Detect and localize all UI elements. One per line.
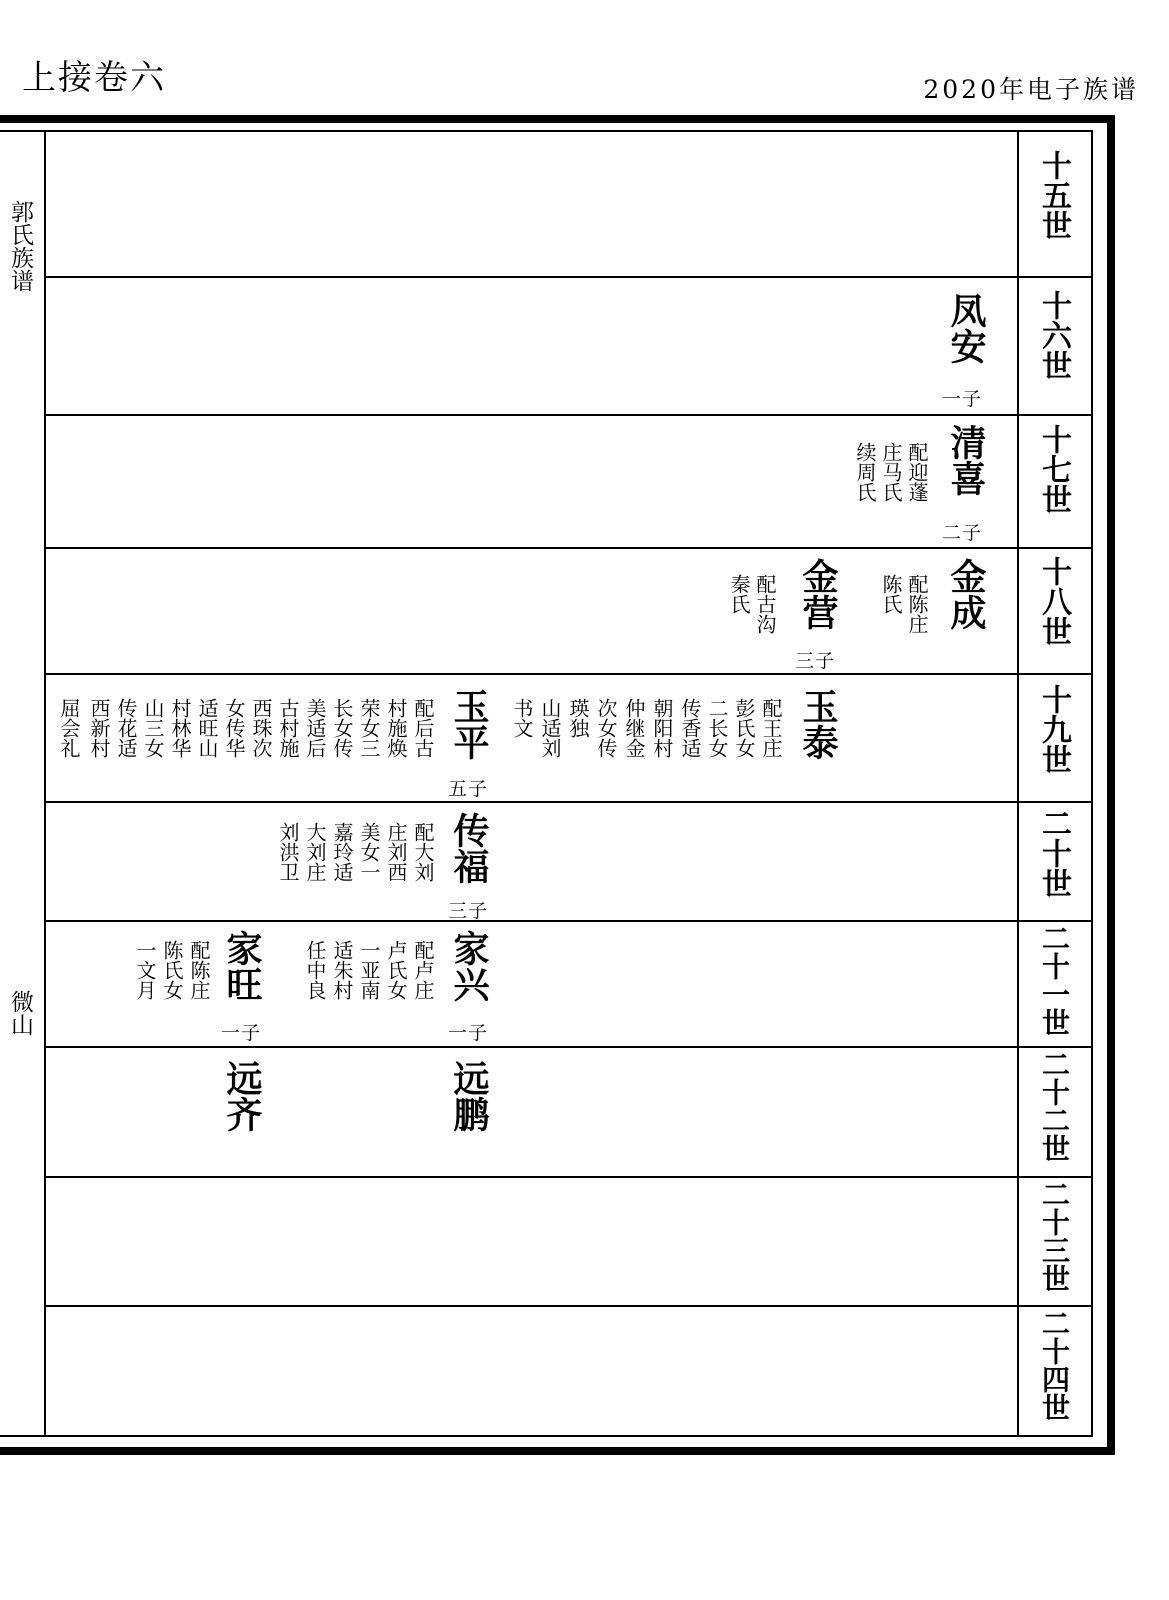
spouse-note: 配卢庄 [411, 940, 435, 1000]
person-name: 清喜 [945, 424, 987, 496]
spouse-note: 美适后 [303, 698, 327, 758]
spouse-note: 美女一 [357, 822, 381, 882]
generation-column-divider [1017, 132, 1019, 1435]
row-divider [44, 920, 1093, 922]
person-name: 家兴 [448, 930, 490, 1002]
generation-label: 十五世 [1036, 150, 1071, 240]
row-divider [44, 414, 1093, 416]
side-book-title: 郭氏族谱 [7, 200, 33, 292]
row-divider [44, 801, 1093, 803]
spouse-note: 长女传 [330, 698, 354, 758]
person-name: 金营 [797, 558, 839, 630]
row-divider [44, 276, 1093, 278]
spouse-note: 一亚南 [357, 940, 381, 1000]
spouse-note: 二长女 [705, 698, 729, 758]
spouse-note: 配大刘 [411, 822, 435, 882]
spouse-note: 山三女 [141, 698, 165, 758]
generation-label: 二十三世 [1038, 1180, 1071, 1292]
spouse-note: 村林华 [168, 698, 192, 758]
spouse-note: 配陈庄 [187, 940, 211, 1000]
spouse-note: 山适刘 [538, 698, 562, 758]
generation-label: 二十一世 [1038, 924, 1071, 1036]
spouse-note: 配迎蓬 [905, 442, 929, 502]
person-name: 玉泰 [797, 688, 839, 760]
spouse-note: 刘洪卫 [276, 822, 300, 882]
spouse-note: 朝阳村 [650, 698, 674, 758]
spouse-note: 任中良 [303, 940, 327, 1000]
generation-label: 十七世 [1036, 424, 1071, 514]
spouse-note: 陈氏女 [160, 940, 184, 1000]
person-name: 金成 [945, 558, 987, 630]
spouse-note: 仲继金 [622, 698, 646, 758]
son-count: 一子 [942, 388, 983, 410]
spouse-note: 适朱村 [330, 940, 354, 1000]
spouse-note: 配王庄 [759, 698, 783, 758]
left-column-divider [44, 132, 46, 1435]
son-count: 一子 [448, 1022, 489, 1044]
son-count: 二子 [942, 522, 983, 544]
generation-label: 十八世 [1036, 556, 1071, 646]
generation-label: 二十二世 [1038, 1050, 1071, 1162]
person-name: 远鹏 [448, 1060, 490, 1132]
spouse-note: 秦氏 [727, 574, 751, 614]
son-count: 五子 [448, 778, 489, 800]
spouse-note: 女传华 [222, 698, 246, 758]
spouse-note: 续周氏 [853, 442, 877, 502]
son-count: 三子 [448, 900, 489, 922]
spouse-note: 书文 [510, 698, 534, 738]
spouse-note: 次女传 [594, 698, 618, 758]
person-name: 家旺 [221, 930, 263, 1002]
generation-label: 二十四世 [1038, 1309, 1071, 1421]
spouse-note: 彭氏女 [732, 698, 756, 758]
spouse-note: 西珠次 [249, 698, 273, 758]
person-name: 远齐 [221, 1060, 263, 1132]
spouse-note: 传花适 [114, 698, 138, 758]
spouse-note: 配后古 [411, 698, 435, 758]
spouse-note: 村施焕 [384, 698, 408, 758]
spouse-note: 嘉玲适 [330, 822, 354, 882]
row-divider [44, 547, 1093, 549]
spouse-note: 瑛独 [566, 698, 590, 738]
header-title: 2020年电子族谱 [923, 75, 1139, 104]
spouse-note: 庄马氏 [879, 442, 903, 502]
person-name: 传福 [448, 812, 490, 884]
row-divider [44, 1176, 1093, 1178]
spouse-note: 配古沟 [753, 574, 777, 634]
generation-label: 二十世 [1036, 808, 1071, 898]
person-name: 玉平 [448, 688, 490, 760]
page-frame-inner [0, 130, 1093, 1437]
generation-label: 十六世 [1036, 290, 1071, 380]
spouse-note: 配陈庄 [905, 574, 929, 634]
spouse-note: 传香适 [678, 698, 702, 758]
spouse-note: 卢氏女 [384, 940, 408, 1000]
spouse-note: 古村施 [276, 698, 300, 758]
spouse-note: 西新村 [87, 698, 111, 758]
row-divider [44, 673, 1093, 675]
spouse-note: 大刘庄 [303, 822, 327, 882]
spouse-note: 屈会礼 [57, 698, 81, 758]
spouse-note: 一文月 [133, 940, 157, 1000]
spouse-note: 适旺山 [195, 698, 219, 758]
row-divider [44, 1046, 1093, 1048]
son-count: 一子 [221, 1022, 262, 1044]
header-continuation: 上接卷六 [22, 58, 166, 98]
spouse-note: 荣女三 [357, 698, 381, 758]
generation-label: 十九世 [1036, 684, 1071, 774]
row-divider [44, 1305, 1093, 1307]
person-name: 凤安 [945, 292, 987, 364]
spouse-note: 庄刘西 [384, 822, 408, 882]
spouse-note: 陈氏 [879, 574, 903, 614]
son-count: 三子 [795, 650, 836, 672]
side-place-name: 微山 [7, 990, 33, 1036]
